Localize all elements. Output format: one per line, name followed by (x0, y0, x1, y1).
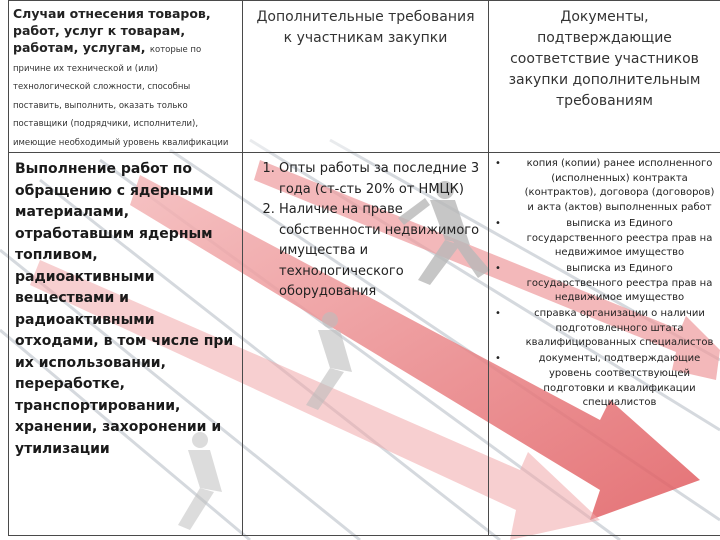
header-cell-cases (9, 1, 243, 153)
table-row (9, 153, 720, 536)
list-item (495, 157, 718, 216)
list-item: 2. Наличие на праве собственности недвижимого имущества и технологического оборудования (279, 200, 480, 303)
header-requirements-title: Дополнительные требования к участникам закупки (256, 9, 475, 46)
cell-documents (489, 153, 720, 536)
list-item (495, 217, 718, 261)
cell-case (9, 153, 243, 536)
list-item (495, 262, 718, 306)
bullet-icon: • (495, 308, 501, 320)
table-header-row (9, 1, 720, 153)
header-cases-title: Случаи отнесения товаров, работ, услуг к товарам, работам, услугам, (13, 6, 211, 55)
bullet-icon: • (495, 217, 501, 229)
list-item: 1. Опты работы за последние 3 года (ст-сть 20% от НМЦК) (279, 159, 480, 200)
document-text: документы, подтверждающие уровень соответствующей подготовки и квалификации специалистов (538, 353, 701, 409)
case-text: Выполнение работ по обращению с ядерными материалами, отработавшим ядерным топливом, радиоактивными веществами и радиоактивными отходами, в том числе при их использовании, переработке, транспортировании, хранении, захоронении и утилизации (15, 161, 234, 457)
list-item (495, 307, 718, 351)
header-documents-title: Документы, подтверждающие соответствие участников закупки дополнительным требованиям (508, 9, 701, 109)
header-cell-requirements (243, 1, 489, 153)
list-item (495, 352, 718, 411)
document-text: справка организации о наличии подготовленного штата квалифицированных специалистов (525, 308, 714, 349)
header-cases-note: которые по причине их технической и (или) технологической сложности, способны поставить, выполнить, оказать только поставщики (подрядчики, исполнители), имеющие необходимый уровень квалификации (13, 45, 229, 148)
requirements-table (8, 0, 720, 536)
header-cell-documents (489, 1, 720, 153)
documents-list (489, 157, 720, 411)
requirements-list (243, 159, 488, 303)
cell-requirements (243, 153, 489, 536)
document-text: выписка из Единого государственного реестра прав на недвижимое имущество (526, 217, 713, 259)
bullet-icon: • (495, 353, 501, 365)
document-text: копия (копии) ранее исполненного (исполненных) контракта (контрактов), договора (договоров) и акта (актов) выполненных работ (524, 158, 715, 214)
bullet-icon: • (495, 158, 501, 169)
bullet-icon: • (495, 262, 501, 274)
document-text: выписка из Единого государственного реестра прав на недвижимое имущество (526, 262, 713, 304)
